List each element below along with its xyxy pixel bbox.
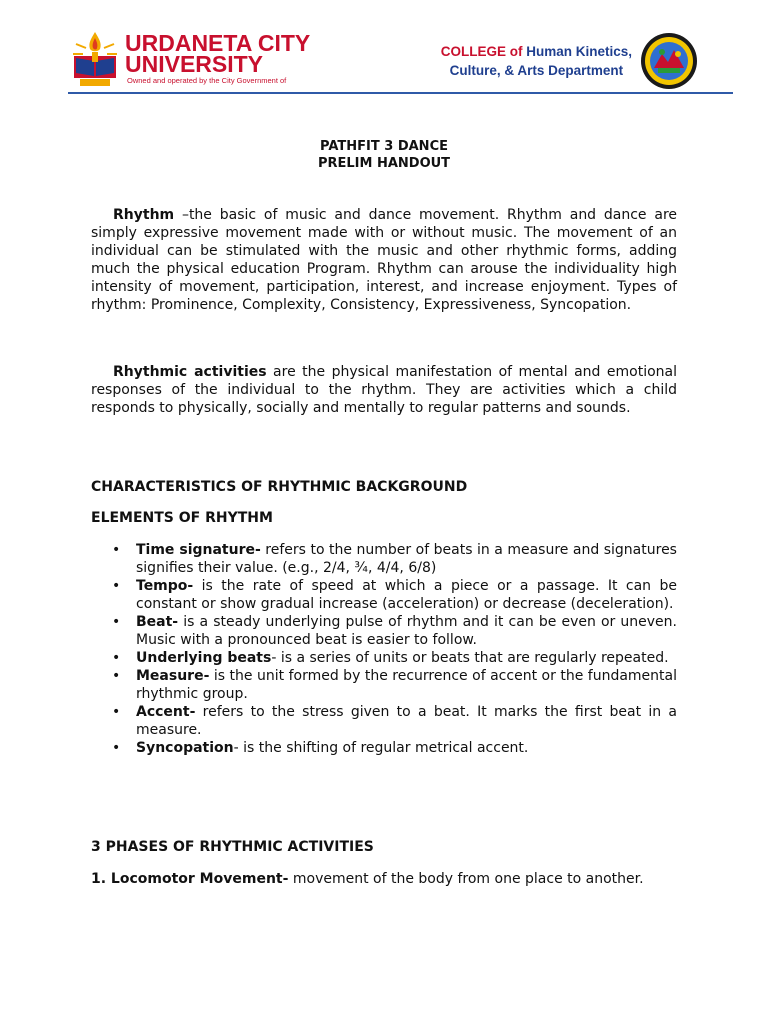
elements-list <box>91 541 677 757</box>
university-torch-book-icon <box>70 30 120 88</box>
handout-title-line2: PRELIM HANDOUT <box>317 156 451 171</box>
rhythmic-activities-paragraph <box>91 363 677 417</box>
element-text: is the unit formed by the recurrence of accent or the fundamental rhythmic group. <box>136 668 677 702</box>
element-text: - is a series of units or beats that are regularly repeated. <box>271 650 669 666</box>
locomotor-text: movement of the body from one place to another. <box>288 871 644 887</box>
list-item <box>91 577 677 613</box>
list-item <box>91 613 677 649</box>
list-item <box>91 649 677 667</box>
list-item <box>91 703 677 739</box>
rhythm-text: –the basic of music and dance movement. Rhythm and dance are simply expressive movement made with or without music. The movement of an individual can be stimulated with the music and other rhythmic forms, adding much the physical education Program. Rhythm can arouse the individuality high intensity of movement, participation, interest, and increase enjoyment. Types of rhythm: Prominence, Complexity, Consistency, Expressiveness, Syncopation. <box>91 207 677 313</box>
element-text: is a steady underlying pulse of rhythm and it can be even or uneven. Music with a pronounced beat is easier to follow. <box>136 614 677 648</box>
element-term: Measure- <box>136 668 210 684</box>
elements-heading: ELEMENTS OF RHYTHM <box>91 510 273 526</box>
college-name-line2: Culture, & Arts Department <box>449 63 624 78</box>
college-seal-icon <box>640 32 698 90</box>
element-term: Beat- <box>136 614 179 630</box>
element-text: refers to the number of beats in a measure and signatures signifies their value. (e.g., 2/4, ¾, 4/4, 6/8) <box>136 542 677 576</box>
handout-title-line1: PATHFIT 3 DANCE <box>320 139 448 154</box>
university-name-line1: URDANETA CITY <box>125 30 311 56</box>
list-item <box>91 541 677 577</box>
element-term: Time signature- <box>136 542 261 558</box>
header-divider <box>68 92 733 94</box>
rhythm-term: Rhythm <box>113 207 175 223</box>
list-item <box>91 667 677 703</box>
locomotor-paragraph <box>91 870 677 888</box>
element-term: Accent- <box>136 704 196 720</box>
rhythmic-activities-text: are the physical manifestation of mental and emotional responses of the individual to the rhythm. They are activities which a child responds to physically, socially and mentally to regular patterns and sounds. <box>91 364 677 416</box>
list-item <box>91 739 677 757</box>
college-name-line1: Human Kinetics, <box>526 44 632 59</box>
element-text: refers to the stress given to a beat. It marks the first beat in a measure. <box>136 704 677 738</box>
university-name <box>125 30 311 77</box>
element-term: Tempo- <box>136 578 194 594</box>
locomotor-term: 1. Locomotor Movement- <box>91 871 289 887</box>
college-prefix: COLLEGE of <box>440 44 523 59</box>
rhythmic-activities-term: Rhythmic activities <box>113 364 267 380</box>
college-name <box>441 42 632 80</box>
university-name-line2: UNIVERSITY <box>125 51 264 77</box>
element-text: - is the shifting of regular metrical accent. <box>233 740 529 756</box>
element-term: Syncopation <box>136 740 234 756</box>
element-text: is the rate of speed at which a piece or a passage. It can be constant or show gradual increase (acceleration) or decrease (deceleration). <box>136 578 677 612</box>
element-term: Underlying beats <box>136 650 272 666</box>
phases-heading: 3 PHASES OF RHYTHMIC ACTIVITIES <box>91 839 374 855</box>
rhythm-paragraph <box>91 206 677 314</box>
characteristics-heading: CHARACTERISTICS OF RHYTHMIC BACKGROUND <box>91 479 468 495</box>
university-subtitle: Owned and operated by the City Government of <box>127 76 287 85</box>
